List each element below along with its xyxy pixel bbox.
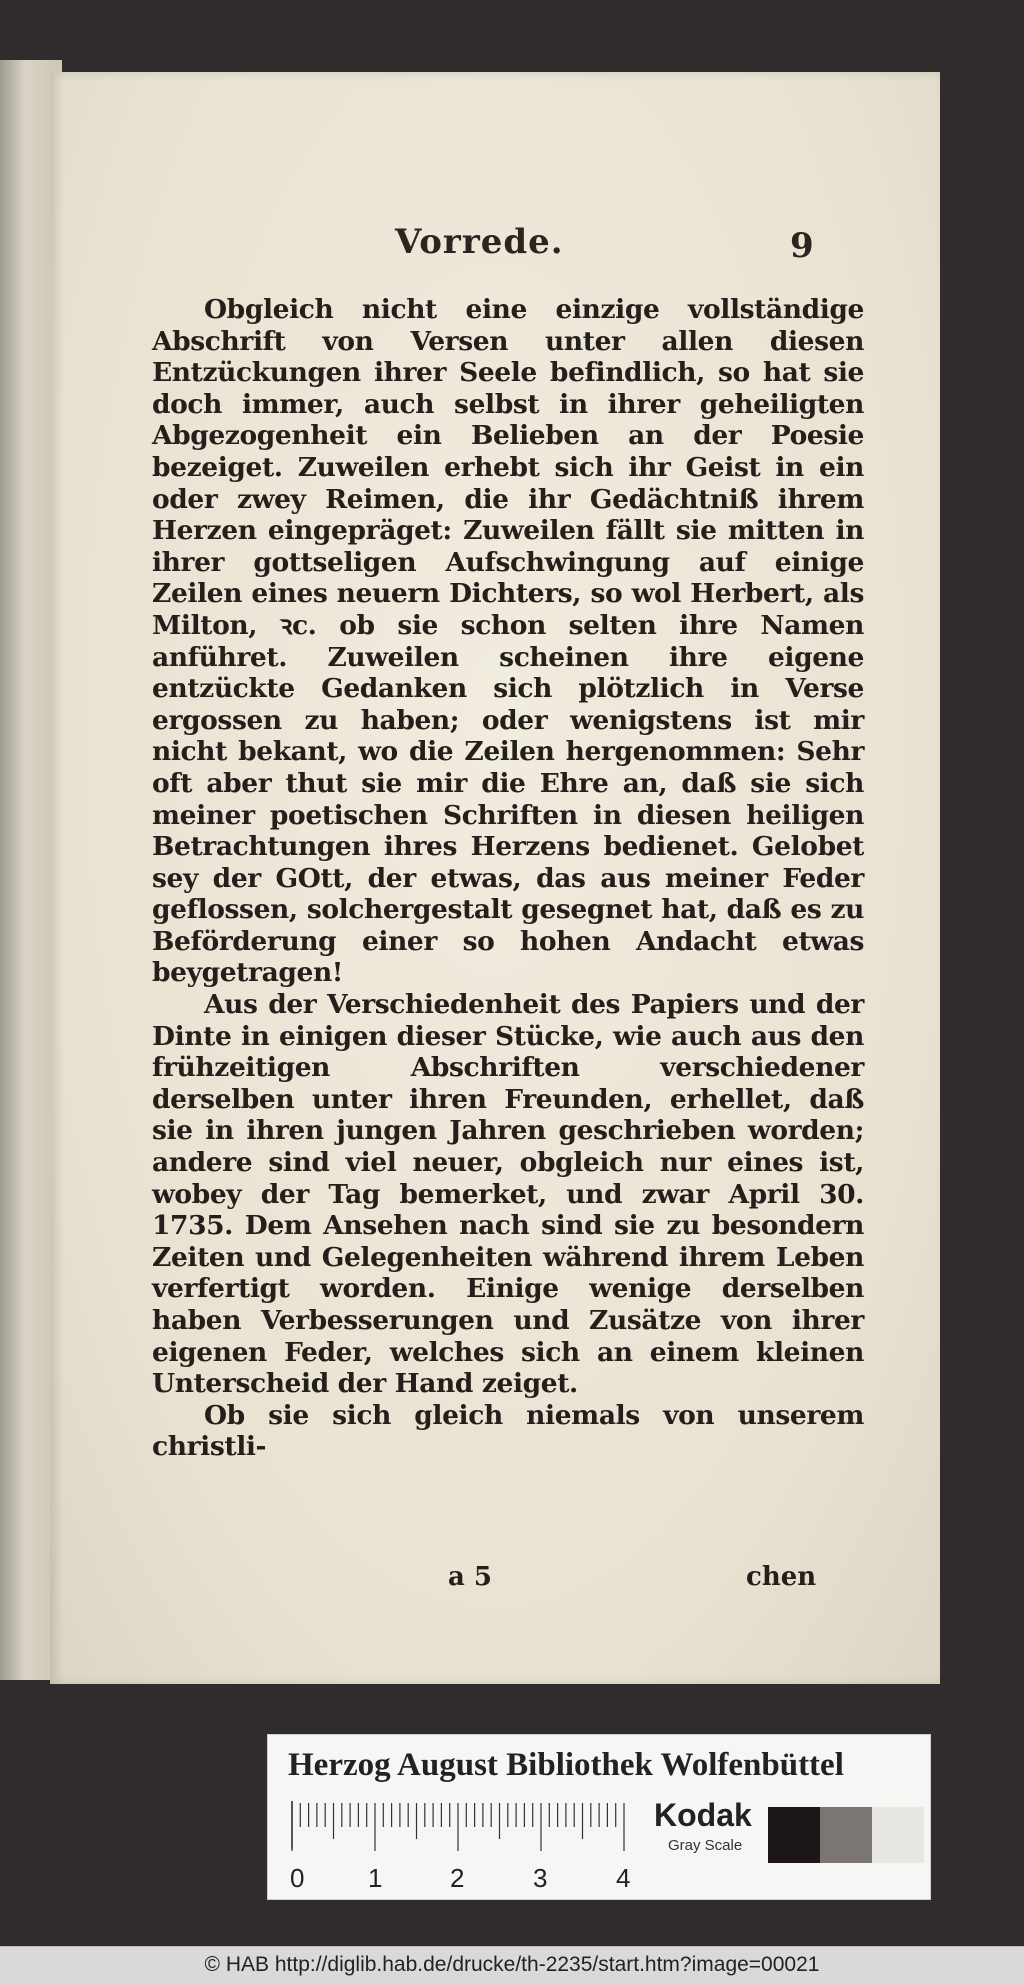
paragraph: Obgleich nicht eine einzige vollständige Abschrift von Versen unter allen diesen Entzückungen ihrer Seele befindlich, so hat sie doch immer, auch selbst in ihrer geheiligten Abgezogenheit ein Belieben an der Poesie bezeiget. Zuweilen erhebt sich ihr Geist in ein oder zwey Reimen, die ihr Gedächtniß ihrem Herzen eingepräget: Zuweilen fällt sie mitten in ihrer gottseligen Aufschwingung auf einige Zeilen eines neuern Dichters, so wol Herbert, als Milton, ꝛc. ob sie schon selten ihre Namen anführet. Zuweilen scheinen ihre eigene entzückte Gedanken sich plötzlich in Verse ergossen zu haben; oder wenigstens ist mir nicht bekant, wo die Zeilen hergenommen: Sehr oft aber thut sie mir die Ehre an, daß sie sich meiner poetischen Schriften in diesen heiligen Betrachtungen ihres Herzens bedienet. Gelobet sey der GOtt, der etwas, das aus meiner Feder geflossen, solchergestalt gesegnet hat, daß es zu Beförderung einer so hohen Andacht etwas beygetragen! (152, 294, 864, 989)
gray-swatches (768, 1807, 924, 1863)
ruler-number: 2 (450, 1863, 465, 1891)
copyright-bar (0, 1946, 1024, 1985)
page-number: 9 (790, 226, 814, 266)
catchword: chen (746, 1562, 817, 1592)
paragraph: Aus der Verschiedenheit des Papiers und der Dinte in einigen dieser Stücke, wie auch aus den frühzeitigen Abschriften verschiedener derselben unter ihren Freunden, erhellet, daß sie in ihren jungen Jahren geschrieben worden; andere sind viel neuer, obgleich nur eines ist, wobey der Tag bemerket, und zwar April 30. 1735. Dem Ansehen nach sind sie zu besondern Zeiten und Gelegenheiten während ihrem Leben verfertigt worden. Einige wenige derselben haben Verbesserungen und Zusätze von ihrer eigenen Feder, welches sich an einem kleinen Unterscheid der Hand zeiget. (152, 989, 864, 1400)
paragraph: Ob sie sich gleich niemals von unserem christli- (152, 1399, 864, 1463)
ruler-number: 4 (616, 1863, 631, 1891)
kodak-logo: Kodak (654, 1797, 752, 1833)
signature-mark: a 5 (448, 1562, 492, 1592)
copyright-text: © HAB http://diglib.hab.de/drucke/th-2235/start.htm?image=00021 (204, 1953, 820, 1976)
ruler-number: 3 (533, 1863, 548, 1891)
ruler-number: 0 (290, 1863, 305, 1891)
swatch-gray (820, 1807, 872, 1863)
swatch-black (768, 1807, 820, 1863)
running-head: Vorrede. (395, 222, 564, 262)
ruler-number: 1 (368, 1863, 383, 1891)
library-name: Herzog August Bibliothek Wolfenbüttel (288, 1747, 844, 1783)
book-page (50, 72, 940, 1684)
page-footer (50, 1562, 940, 1602)
body-text (152, 294, 864, 1463)
ruler-scale (290, 1801, 648, 1891)
gray-scale-label: Gray Scale (668, 1837, 743, 1854)
library-color-target (267, 1734, 931, 1900)
swatch-white (872, 1807, 924, 1863)
